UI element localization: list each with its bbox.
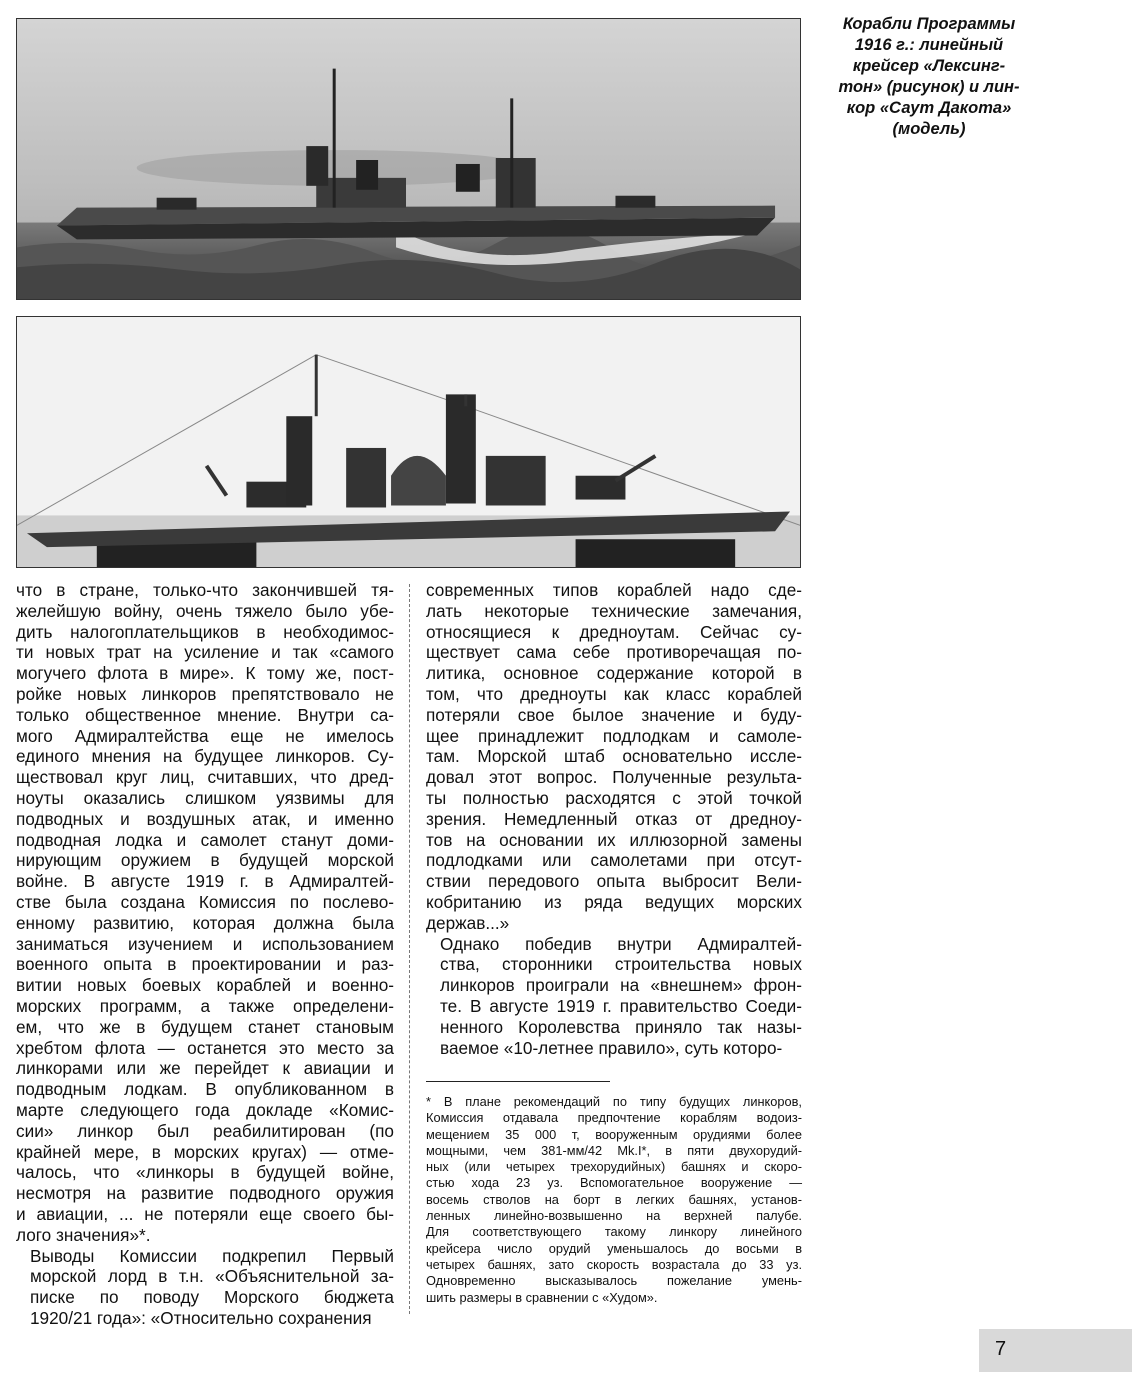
caption-line: (модель) <box>892 120 966 138</box>
footnote-rule <box>426 1081 610 1082</box>
battleship-model-illustration <box>17 317 800 567</box>
text-line: енному развитию, которая должна была <box>16 912 394 933</box>
text-line: восемь стволов на борт в легких башнях, установ- <box>426 1191 802 1207</box>
text-line: ных (или четырех трехорудийных) башнях и скоро- <box>426 1159 802 1175</box>
battlecruiser-painting <box>16 18 801 300</box>
text-line: подводная лодка и самолет станут доми- <box>16 829 394 850</box>
text-line: литика, основное содержание которой в <box>426 663 802 684</box>
text-line: ненного Королевства приняло так назы- <box>440 1016 802 1037</box>
caption-line: крейсер «Лексинг- <box>852 57 1006 75</box>
text-line: желейшую войну, очень тяжело было убе- <box>16 600 394 621</box>
text-line: 1920/21 года»: «Относительно сохранения <box>30 1307 372 1328</box>
text-line: лого значения»*. <box>16 1224 151 1245</box>
text-line: подлодками или самолетами при отсут- <box>426 850 802 871</box>
text-line: ем, что же в будущем станет становым <box>16 1016 394 1037</box>
text-line: ноуты оказались слишком уязвимы для <box>16 787 394 808</box>
caption-line: Корабли Программы <box>842 15 1016 33</box>
text-line: крейсера число орудий уменьшалось до восьми в <box>426 1240 802 1256</box>
paragraph <box>16 580 394 1246</box>
left-text-column <box>16 580 394 1329</box>
text-line: ществовал круг лиц, считавших, что дред- <box>16 767 394 788</box>
text-line: шить размеры в сравнении с «Худом». <box>426 1289 658 1305</box>
text-line: стве была создана Комиссия по послево- <box>16 891 394 912</box>
figure-caption <box>829 14 1029 140</box>
text-line: несмотря на развитие подводного оружия <box>16 1183 394 1204</box>
caption-line: 1916 г.: линейный <box>854 36 1004 54</box>
text-line: кобританию из ряда ведущих морских <box>426 891 802 912</box>
text-line: относящиеся к дредноутам. Сейчас су- <box>426 621 802 642</box>
text-line: военного опыта в проектировании и раз- <box>16 954 394 975</box>
text-line: Одновременно высказывалось пожелание умень- <box>426 1273 802 1289</box>
text-line: там. Морской штаб основательно иссле- <box>426 746 802 767</box>
text-line: Для соответствующего такому линкору линейного <box>426 1224 802 1240</box>
text-line: ваемое «10-летнее правило», суть которо- <box>440 1037 783 1058</box>
text-line: морских программ, а также определени- <box>16 995 394 1016</box>
text-line: подводным лодкам. В опубликованном в <box>16 1079 394 1100</box>
text-line: тов на основании их иллюзорной замены <box>426 829 802 850</box>
battleship-model-photo <box>16 316 801 568</box>
text-line: крайней мере, в морских кругах) — отме- <box>16 1141 394 1162</box>
text-line: витии новых боевых кораблей и военно- <box>16 975 394 996</box>
text-line: Комиссия отдавала предпочтение кораблям водоиз- <box>426 1110 802 1126</box>
text-line: ленных линейно-возвышенно на верхней палубе. <box>426 1208 802 1224</box>
text-line: только общественное мнение. Внутри са- <box>16 704 394 725</box>
text-line: Однако победив внутри Адмиралтей- <box>440 933 802 954</box>
text-line: подводных и воздушных атак, и именно <box>16 808 394 829</box>
caption-line: тон» (рисунок) и лин- <box>838 78 1020 96</box>
text-line: лать некоторые технические замечания, <box>426 600 802 621</box>
text-line: зрения. Немедленный отказ от дредноу- <box>426 808 802 829</box>
text-line: ства, сторонники строительства новых <box>440 954 802 975</box>
battlecruiser-illustration <box>17 19 800 299</box>
text-line: ществует сама себе противоречащая по- <box>426 642 802 663</box>
right-text-column <box>426 580 802 1058</box>
text-line: Выводы Комиссии подкрепил Первый <box>30 1245 394 1266</box>
text-line: современных типов кораблей надо сде- <box>426 580 802 600</box>
text-line: щее принадлежит подлодкам и самоле- <box>426 725 802 746</box>
caption-line: кор «Саут Дакота» <box>846 99 1012 117</box>
text-line: держав...» <box>426 912 510 933</box>
paragraph <box>426 580 802 934</box>
text-line: * В плане рекомендаций по типу будущих линкоров, <box>426 1094 802 1109</box>
text-line: дить налогоплательщиков в необходимос- <box>16 621 394 642</box>
text-line: ти новых трат на усиление и так «самого <box>16 642 394 663</box>
text-line: мого Адмиралтейства еще не имелось <box>16 725 394 746</box>
text-line: ройке новых линкоров препятствовало не <box>16 683 394 704</box>
text-line: что в стране, только-что закончившей тя- <box>16 580 394 600</box>
text-line: мещением 35 000 т, вооруженным орудиями более <box>426 1126 802 1142</box>
text-line: довал этот вопрос. Полученные результа- <box>426 767 802 788</box>
text-line: том, что дредноуты как класс кораблей <box>426 683 802 704</box>
paragraph <box>426 934 802 1059</box>
paragraph <box>16 1246 394 1329</box>
text-line: войне. В августе 1919 г. в Адмиралтей- <box>16 871 394 892</box>
text-line: нирующим оружием в будущей морской <box>16 850 394 871</box>
page-number: 7 <box>995 1338 1007 1360</box>
text-line: писке по поводу Морского бюджета <box>30 1287 394 1308</box>
text-line: четырех башнях, зато скорость возрастала до 33 уз. <box>426 1256 802 1272</box>
text-line: сии» линкор был реабилитирован (по <box>16 1120 394 1141</box>
text-line: стью хода 23 уз. Вспомогательное вооружение — <box>426 1175 802 1191</box>
text-line: хребтом флота — останется это место за <box>16 1037 394 1058</box>
text-line: и авиации, ... не потеряли еще своего бы- <box>16 1203 394 1224</box>
text-line: потеряли свое былое значение и буду- <box>426 704 802 725</box>
text-line: могучего флота в мире». К тому же, пост- <box>16 663 394 684</box>
text-line: ты полностью расходятся с этой точкой <box>426 787 802 808</box>
text-line: единого мнения на будущее линкоров. Су- <box>16 746 394 767</box>
text-line: ствии передового опыта выбросит Вели- <box>426 871 802 892</box>
text-line: морской лорд в т.н. «Объяснительной за- <box>30 1266 394 1287</box>
footnote <box>426 1094 802 1306</box>
text-line: те. В августе 1919 г. правительство Соеди- <box>440 995 802 1016</box>
text-line: мощными, чем 381-мм/42 Mk.I*, в пяти двухорудий- <box>426 1142 802 1158</box>
text-line: чалось, что «линкоры в будущей войне, <box>16 1162 394 1183</box>
text-line: линкорами или же перейдет к авиации и <box>16 1058 394 1079</box>
column-divider <box>409 584 410 1314</box>
text-line: заниматься изучением и использованием <box>16 933 394 954</box>
text-line: линкоров проиграли на «внешнем» фрон- <box>440 975 802 996</box>
text-line: марте следующего года докладе «Комис- <box>16 1099 394 1120</box>
